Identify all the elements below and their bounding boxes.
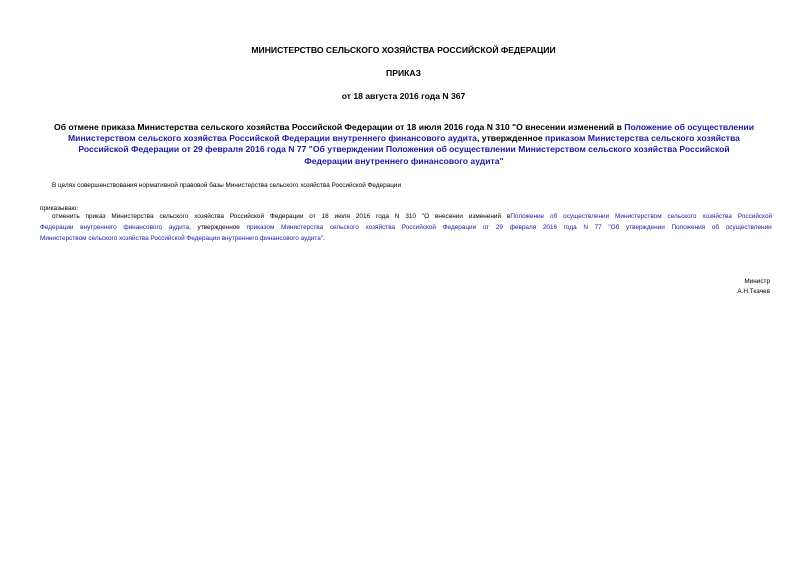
paragraph-text: .: [323, 235, 325, 242]
title-line-3: [36, 144, 772, 155]
title-text: , утвержденное: [476, 133, 546, 144]
title-link-order[interactable]: приказом Министерства сельского хозяйства: [545, 133, 740, 144]
paragraph-link-order[interactable]: приказом Министерства сельского хозяйства Российской Федерации от 29 февраля 2016 года N 77 "Об утверждении Положения об осуществлении: [246, 224, 772, 231]
paragraph-line-3: [40, 234, 772, 245]
paragraph-text: , утвержденное: [189, 224, 247, 231]
title-link-order-cont[interactable]: Российской Федерации от 29 февраля 2016 года N 77 "Об утверждении Положения об осуществлении Министерством сельского хозяйства Российской: [78, 144, 730, 155]
title-line-2: [36, 133, 772, 144]
document-title: [36, 122, 772, 167]
preamble-text: В целях совершенствования нормативной правовой базы Министерства сельского хозяйства Российской Федерации: [52, 182, 402, 189]
ministry-heading: МИНИСТЕРСТВО СЕЛЬСКОГО ХОЗЯЙСТВА РОССИЙСКОЙ ФЕДЕРАЦИИ: [251, 45, 556, 55]
title-link-regulation-cont[interactable]: Министерством сельского хозяйства Российской Федерации внутреннего финансового аудита: [68, 133, 477, 144]
order-word: приказываю:: [40, 205, 78, 212]
paragraph-text: отменить приказ Министерства сельского хозяйства Российской Федерации от 18 июля 2016 года N 310 "О внесении изменений в: [52, 213, 511, 220]
paragraph-link-order-cont[interactable]: Министерством сельского хозяйства Российской Федерации внутреннего финансового аудита": [40, 235, 324, 242]
title-line-4: [36, 156, 772, 167]
title-link-order-end[interactable]: Федерации внутреннего финансового аудита": [304, 155, 504, 166]
document-date-number: от 18 августа 2016 года N 367: [341, 91, 466, 101]
paragraph-line-1: [52, 212, 772, 223]
document-type: ПРИКАЗ: [386, 68, 421, 78]
paragraph-link-regulation[interactable]: Положение об осуществлении Министерством сельского хозяйства Российской: [510, 213, 773, 220]
signature-position: Министр: [744, 278, 770, 285]
title-link-regulation[interactable]: Положение об осуществлении: [624, 122, 754, 132]
paragraph-line-2: [40, 223, 772, 234]
title-line-1: [36, 122, 772, 133]
paragraph-link-regulation-cont[interactable]: Федерации внутреннего финансового аудита: [40, 224, 190, 231]
signature-name: А.Н.Ткачев: [737, 288, 770, 295]
title-text: Об отмене приказа Министерства сельского хозяйства Российской Федерации от 18 июля 2016 года N 310 "О внесении изменений в: [54, 122, 625, 132]
